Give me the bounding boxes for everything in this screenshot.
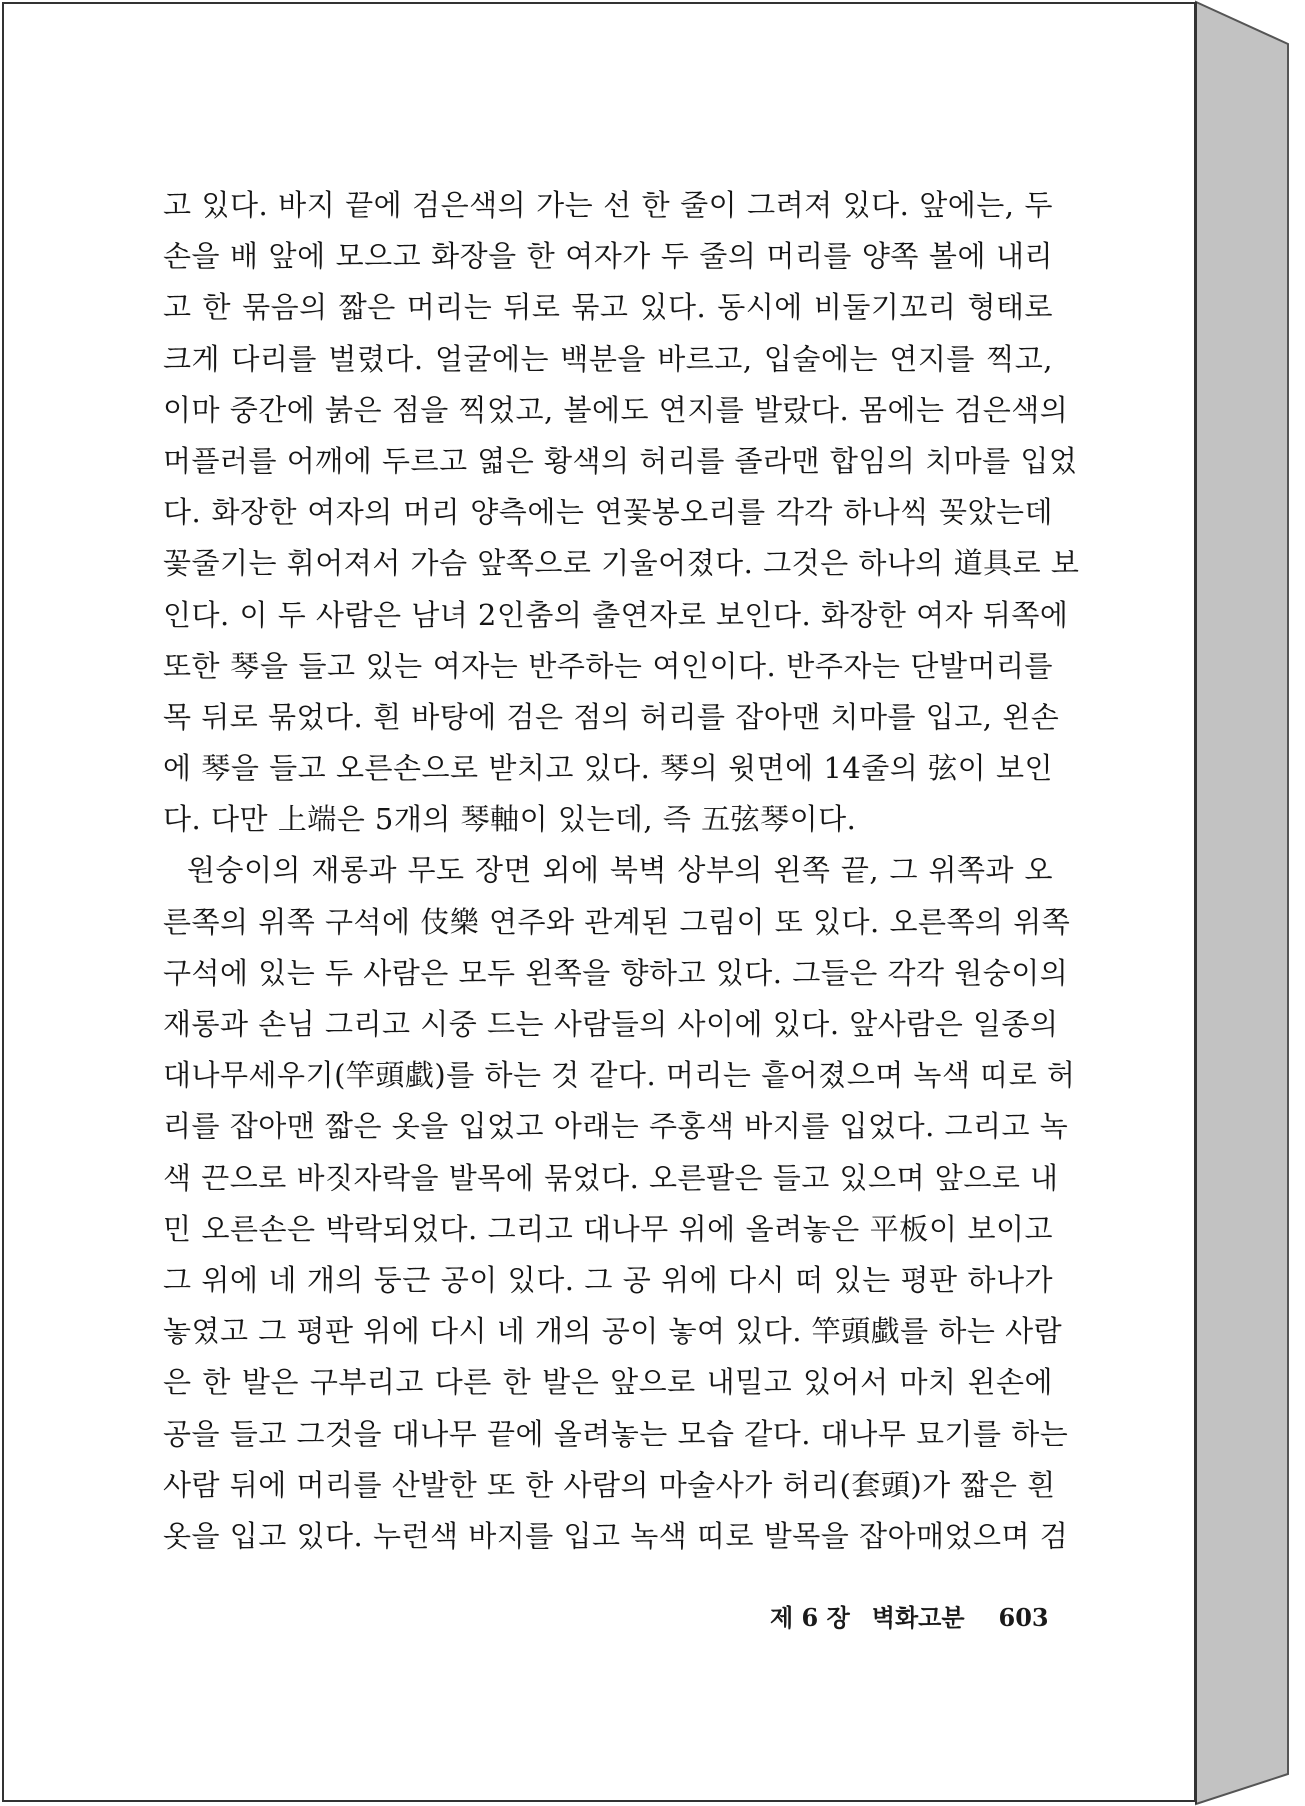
text-line: 사람 뒤에 머리를 산발한 또 한 사람의 마술사가 허리(套頭)가 짧은 흰 (163, 1467, 1056, 1502)
text-line: 에 琴을 들고 오른손으로 받치고 있다. 琴의 윗면에 14줄의 弦이 보인 (163, 751, 1053, 786)
text-line: 인다. 이 두 사람은 남녀 2인춤의 출연자로 보인다. 화장한 여자 뒤쪽에 (163, 597, 1069, 632)
text-line: 구석에 있는 두 사람은 모두 왼쪽을 향하고 있다. 그들은 각각 원숭이의 (163, 955, 1069, 990)
text-line: 고 있다. 바지 끝에 검은색의 가는 선 한 줄이 그려져 있다. 앞에는, 두 (163, 188, 1053, 222)
text-line: 은 한 발은 구부리고 다른 한 발은 앞으로 내밀고 있어서 마치 왼손에 (163, 1365, 1053, 1400)
page-footer (770, 1598, 1060, 1633)
text-line: 다. 화장한 여자의 머리 양측에는 연꽃봉오리를 각각 하나씩 꽂았는데 (163, 495, 1053, 530)
text-line: 꽃줄기는 휘어져서 가슴 앞쪽으로 기울어졌다. 그것은 하나의 道具로 보 (163, 546, 1080, 581)
text-line: 원숭이의 재롱과 무도 장면 외에 북벽 상부의 왼쪽 끝, 그 위쪽과 오 (187, 853, 1053, 888)
text-line: 머플러를 어깨에 두르고 엷은 황색의 허리를 졸라맨 합임의 치마를 입었 (163, 443, 1078, 478)
text-line: 대나무세우기(竿頭戱)를 하는 것 같다. 머리는 흩어졌으며 녹색 띠로 허 (163, 1058, 1076, 1093)
text-line: 크게 다리를 벌렸다. 얼굴에는 백분을 바르고, 입술에는 연지를 찍고, (163, 341, 1053, 376)
text-line: 또한 琴을 들고 있는 여자는 반주하는 여인이다. 반주자는 단발머리를 (163, 648, 1053, 683)
text-line: 옷을 입고 있다. 누런색 바지를 입고 녹색 띠로 발목을 잡아매었으며 검 (163, 1518, 1069, 1553)
text-line: 고 한 묶음의 짧은 머리는 뒤로 묶고 있다. 동시에 비둘기꼬리 형태로 (163, 290, 1053, 325)
text-line: 놓였고 그 평판 위에 다시 네 개의 공이 놓여 있다. 竿頭戱를 하는 사람 (163, 1314, 1063, 1349)
text-line: 손을 배 앞에 모으고 화장을 한 여자가 두 줄의 머리를 양쪽 볼에 내리 (163, 239, 1053, 274)
text-line: 색 끈으로 바짓자락을 발목에 묶었다. 오른팔은 들고 있으며 앞으로 내 (163, 1160, 1059, 1195)
text-line: 재롱과 손님 그리고 시중 드는 사람들의 사이에 있다. 앞사람은 일종의 (163, 1007, 1059, 1041)
text-line: 공을 들고 그것을 대나무 끝에 올려놓는 모습 같다. 대나무 묘기를 하는 (163, 1416, 1069, 1451)
body-text (163, 180, 1080, 1562)
text-line: 른쪽의 위쪽 구석에 伎樂 연주와 관계된 그림이 또 있다. 오른쪽의 위쪽 (163, 904, 1071, 939)
text-line: 그 위에 네 개의 둥근 공이 있다. 그 공 위에 다시 떠 있는 평판 하나가 (163, 1262, 1053, 1297)
page-number: 603 (998, 1603, 1049, 1632)
text-line: 민 오른손은 박락되었다. 그리고 대나무 위에 올려놓은 平板이 보이고 (163, 1211, 1053, 1246)
text-line: 목 뒤로 묶었다. 흰 바탕에 검은 점의 허리를 잡아맨 치마를 입고, 왼손 (163, 699, 1060, 734)
text-line: 리를 잡아맨 짧은 옷을 입었고 아래는 주홍색 바지를 입었다. 그리고 녹 (163, 1109, 1069, 1144)
text-line: 다. 다만 上端은 5개의 琴軸이 있는데, 즉 五弦琴이다. (163, 802, 857, 837)
spine-face (1196, 2, 1288, 1804)
chapter-label: 제 6 장 (770, 1603, 850, 1632)
section-title: 벽화고분 (871, 1603, 965, 1632)
text-line: 이마 중간에 붉은 점을 찍었고, 볼에도 연지를 발랐다. 몸에는 검은색의 (163, 392, 1069, 427)
